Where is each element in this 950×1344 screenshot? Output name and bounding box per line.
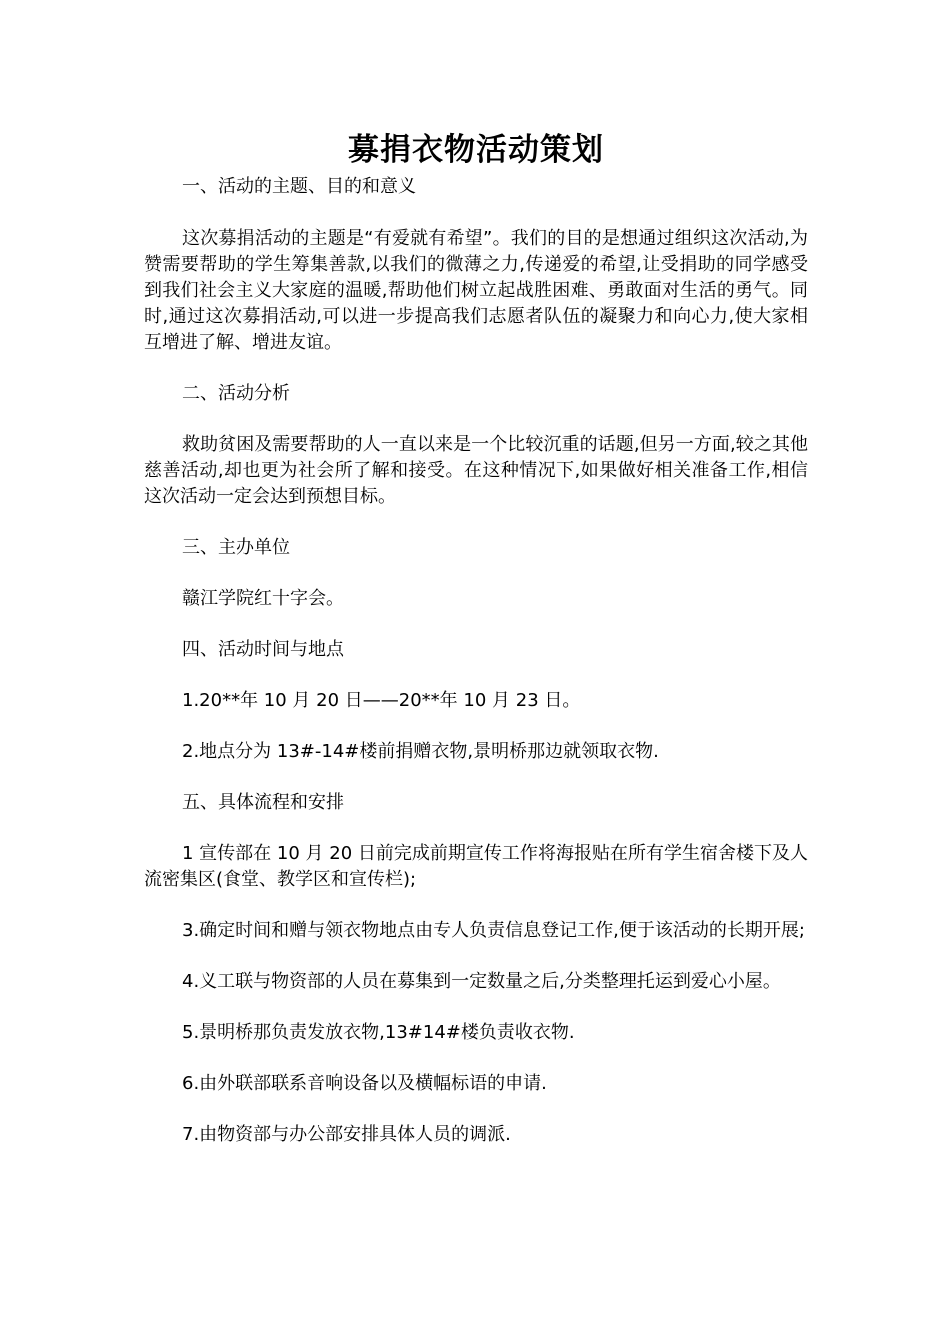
section-heading-theme: 一、活动的主题、目的和意义: [182, 176, 416, 197]
paragraph-step-distribution: 5.景明桥那负责发放衣物,13#14#楼负责收衣物.: [182, 1022, 575, 1043]
paragraph-organizer: 赣江学院红十字会。: [182, 588, 344, 609]
paragraph-analysis: 救助贫困及需要帮助的人一直以来是一个比较沉重的话题,但另一方面,较之其他慈善活动,却也更为社会所了解和接受。在这种情况下,如果做好相关准备工作,相信这次活动一定会达到预想目标。: [144, 434, 808, 507]
section-heading-time-place: 四、活动时间与地点: [182, 639, 344, 660]
paragraph-theme: 这次募捐活动的主题是“有爱就有希望”。我们的目的是想通过组织这次活动,为赞需要帮助的学生筹集善款,以我们的微薄之力,传递爱的希望,让受捐助的同学感受到我们社会主义大家庭的温暖,帮助他们树立起战胜困难、勇敢面对生活的勇气。同时,通过这次募捐活动,可以进一步提高我们志愿者队伍的凝聚力和向心力,使大家相互增进了解、增进友谊。: [144, 228, 808, 353]
paragraph-step-equipment: 6.由外联部联系音响设备以及横幅标语的申请.: [182, 1073, 547, 1094]
section-heading-organizer: 三、主办单位: [182, 537, 290, 558]
paragraph-step-sorting: 4.义工联与物资部的人员在募集到一定数量之后,分类整理托运到爱心小屋。: [182, 971, 781, 992]
paragraph-step-publicity: 1 宣传部在 10 月 20 日前完成前期宣传工作将海报贴在所有学生宿舍楼下及人流密集区(食堂、教学区和宣传栏);: [144, 843, 808, 890]
paragraph-step-staffing: 7.由物资部与办公部安排具体人员的调派.: [182, 1124, 511, 1145]
section-heading-process: 五、具体流程和安排: [182, 792, 344, 813]
document-page: [144, 128, 808, 1148]
document-title: 募捐衣物活动策划: [348, 132, 604, 168]
paragraph-time: 1.20**年 10 月 20 日——20**年 10 月 23 日。: [182, 690, 581, 711]
section-heading-analysis: 二、活动分析: [182, 383, 290, 404]
paragraph-step-registration: 3.确定时间和赠与领衣物地点由专人负责信息登记工作,便于该活动的长期开展;: [182, 920, 805, 941]
paragraph-place: 2.地点分为 13#-14#楼前捐赠衣物,景明桥那边就领取衣物.: [182, 741, 659, 762]
